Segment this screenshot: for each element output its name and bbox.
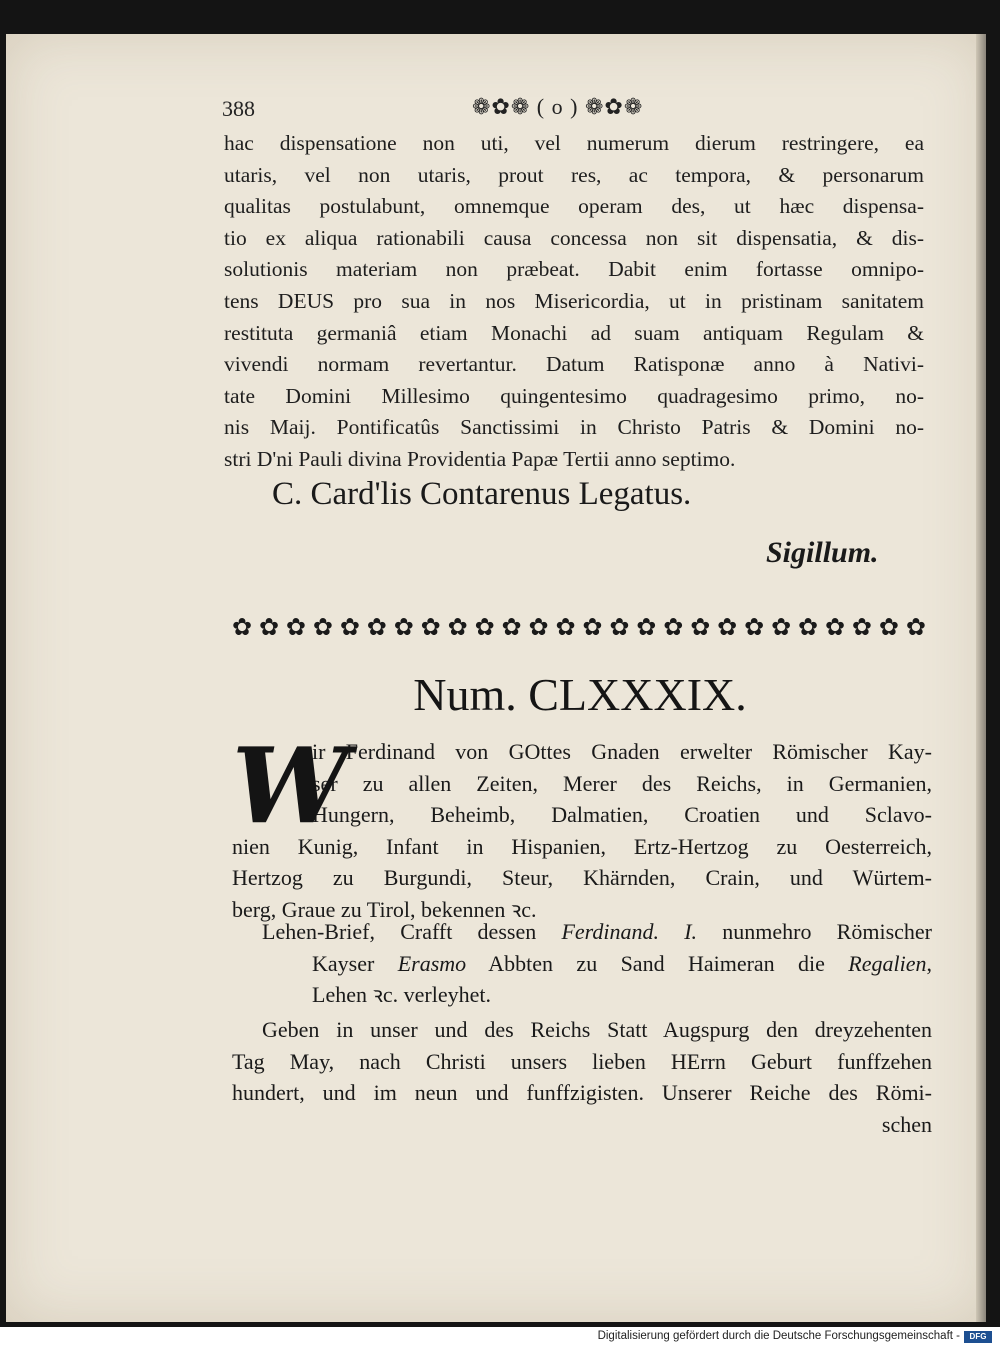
text-line: hundert, und im neun und funffzigisten. Unserer Reiche des Römi-: [232, 1080, 932, 1106]
summary-text: ,: [926, 950, 932, 976]
ornament-flower-icon: ✿: [366, 614, 387, 641]
ornament-divider: [232, 612, 926, 642]
text-line: Hungern, Beheimb, Dalmatien, Croatien und Sclavo-: [312, 802, 932, 828]
text-line: qualitas postulabunt, omnemque operam des, ut hæc dispensa-: [224, 194, 924, 219]
text-line: utaris, vel non utaris, prout res, ac tempora, & personarum: [224, 162, 924, 187]
summary-line: [262, 948, 932, 980]
ornament-flower-icon: ✿: [474, 614, 495, 641]
text-line: Tag May, nach Christi unsers lieben HErrn Geburt funffzehen: [232, 1048, 932, 1074]
ornament-flower-icon: ✿: [555, 614, 576, 641]
text-line: Geben in unser und des Reichs Statt Augspurg den dreyzehenten: [262, 1017, 932, 1042]
ornament-flower-icon: ✿: [878, 614, 899, 641]
text-line: hac dispensatione non uti, vel numerum dierum restringere, ea: [224, 131, 924, 155]
ornament-flower-icon: ✿: [258, 614, 280, 641]
charter-summary: [262, 916, 932, 1011]
text-line: restituta germaniâ etiam Monachi ad suam antiquam Regulam &: [224, 320, 924, 345]
ornament-flower-icon: ✿: [501, 614, 522, 641]
ornament-flower-icon: ✿: [744, 614, 765, 641]
summary-text: Abbten zu Sand Haimeran die: [466, 950, 849, 976]
summary-text: Lehen-Brief, Crafft dessen: [262, 919, 562, 944]
ornament-flower-icon: ✿: [798, 614, 819, 641]
catchword: schen: [881, 1111, 932, 1137]
running-head-ornament: ❁✿❁ ( o ) ❁✿❁: [472, 94, 644, 119]
funding-credit: Digitalisierung gefördert durch die Deutsche Forschungsgemeinschaft -: [597, 1330, 960, 1342]
text-line: tio ex aliqua rationabili causa concessa non sit dispensatia, & dis-: [224, 225, 924, 250]
ornament-flower-icon: ✿: [905, 614, 926, 641]
summary-italic: Ferdinand. I.: [561, 919, 698, 944]
summary-line: Lehen ꝛc. verleyhet.: [312, 982, 492, 1008]
text-line: ir Ferdinand von GOttes Gnaden erwelter Römischer Kay-: [312, 739, 932, 764]
ornament-flower-icon: ✿: [393, 614, 414, 641]
ornament-flower-icon: ✿: [771, 614, 792, 641]
ornament-flower-icon: ✿: [717, 614, 738, 641]
signature-line: C. Card'lis Contarenus Legatus.: [272, 476, 692, 512]
text-line: tens DEUS pro sua in nos Misericordia, ut in pristinam sanitatem: [224, 288, 924, 313]
latin-body-text: [224, 128, 924, 476]
page-edge: [976, 34, 986, 1322]
summary-text: nunmehro Römischer: [697, 919, 932, 944]
ornament-flower-icon: ✿: [690, 614, 711, 641]
sigillum-mark: Sigillum.: [766, 536, 879, 569]
text-line: tate Domini Millesimo quingentesimo quadragesimo primo, no-: [224, 383, 924, 408]
text-line: stri D'ni Pauli divina Providentia Papæ Tertii anno septimo.: [224, 446, 736, 471]
ornament-flower-icon: ✿: [824, 614, 846, 641]
closing-text: [232, 1014, 932, 1140]
ornament-flower-icon: ✿: [851, 614, 873, 641]
text-line: ser zu allen Zeiten, Merer des Reichs, in Germanien,: [312, 770, 932, 796]
text-line: nis Maij. Pontificatûs Sanctissimi in Christo Patris & Domini no-: [224, 415, 924, 440]
summary-italic: Regalien: [848, 950, 927, 976]
ornament-flower-icon: ✿: [312, 614, 333, 641]
summary-text: Kayser: [312, 950, 398, 976]
ornament-flower-icon: ✿: [232, 614, 253, 641]
document-number-heading: Num. CLXXXIX.: [413, 669, 747, 720]
text-line: vivendi normam revertantur. Datum Ratisponæ anno à Nativi-: [224, 352, 924, 377]
ornament-flower-icon: ✿: [663, 614, 684, 641]
text-line: solutionis materiam non præbeat. Dabit enim fortasse omnipo-: [224, 257, 924, 282]
text-line: Hertzog zu Burgundi, Steur, Khärnden, Crain, und Würtem-: [232, 865, 932, 891]
ornament-flower-icon: ✿: [582, 614, 603, 641]
ornament-flower-icon: ✿: [528, 614, 549, 641]
ornament-flower-icon: ✿: [420, 614, 441, 641]
ornament-flower-icon: ✿: [285, 614, 307, 641]
summary-italic: Erasmo: [397, 950, 467, 976]
dfg-logo: DFG: [964, 1331, 992, 1343]
drop-capital: W: [232, 724, 349, 847]
page-number: 388: [222, 96, 255, 121]
summary-line: [262, 916, 932, 948]
ornament-flower-icon: ✿: [339, 614, 360, 641]
german-charter-text: [232, 724, 932, 926]
text-line: berg, Graue zu Tirol, bekennen ꝛc.: [232, 896, 537, 922]
ornament-flower-icon: ✿: [609, 614, 630, 641]
ornament-flower-icon: ✿: [447, 614, 468, 641]
ornament-flower-icon: ✿: [636, 614, 657, 641]
text-line: nien Kunig, Infant in Hispanien, Ertz-Hertzog zu Oesterreich,: [232, 833, 932, 859]
page-header: [222, 96, 922, 130]
